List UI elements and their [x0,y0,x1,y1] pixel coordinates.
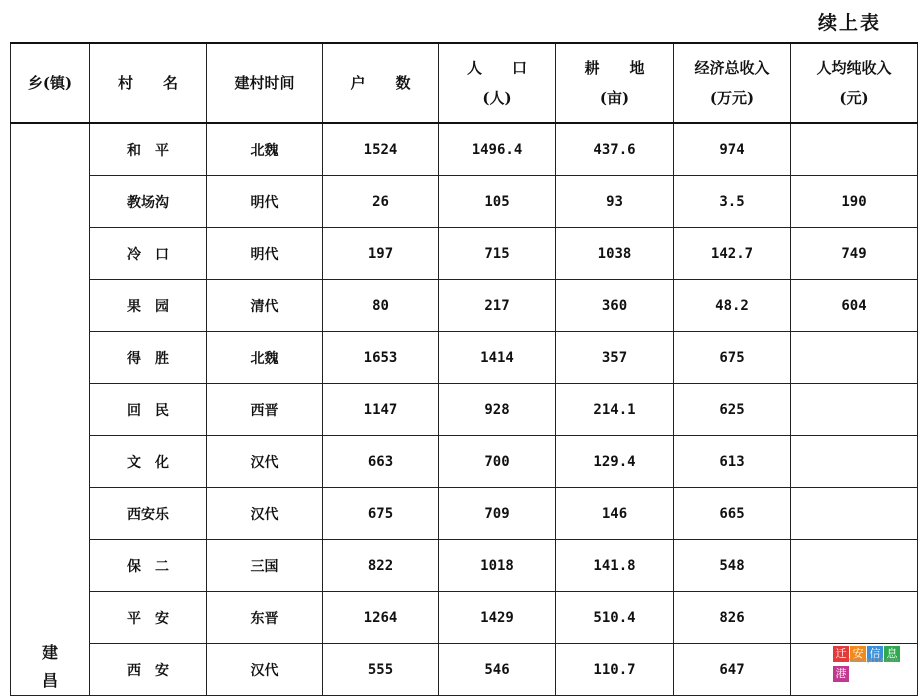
town-char: 昌 [41,671,58,690]
cell-income: 625 [674,384,791,436]
cell-income: 647 [674,644,791,696]
cell-farmland: 141.8 [556,540,674,592]
cell-households: 822 [323,540,439,592]
cell-per-capita: 604 [791,280,918,332]
town-char: 建 [41,643,58,662]
column-header-label: 村 名 [117,74,178,92]
cell-population: 928 [439,384,556,436]
cell-per-capita [791,332,918,384]
cell-per-capita [791,436,918,488]
cell-village: 西安乐 [90,488,207,540]
table-row [11,488,918,540]
column-header-unit: (人) [482,89,512,107]
cell-income: 974 [674,123,791,176]
cell-founded: 东晋 [207,592,323,644]
cell-households: 1147 [323,384,439,436]
cell-population: 715 [439,228,556,280]
column-header-unit: (万元) [709,89,755,107]
cell-income: 826 [674,592,791,644]
table-row [11,592,918,644]
cell-founded: 汉代 [207,644,323,696]
cell-households: 197 [323,228,439,280]
site-watermark [833,642,917,680]
column-header-label: 乡(镇) [27,74,73,92]
cell-farmland: 93 [556,176,674,228]
cell-households: 80 [323,280,439,332]
cell-founded: 明代 [207,228,323,280]
cell-income: 665 [674,488,791,540]
cell-population: 546 [439,644,556,696]
cell-farmland: 110.7 [556,644,674,696]
cell-population: 709 [439,488,556,540]
cell-founded: 清代 [207,280,323,332]
column-header-label: 人 口 [466,59,527,77]
cell-farmland: 1038 [556,228,674,280]
column-header [439,43,556,123]
column-header [11,43,90,123]
table-row [11,644,918,696]
cell-founded: 三国 [207,540,323,592]
column-header-label: 人均纯收入 [816,59,892,77]
cell-income: 548 [674,540,791,592]
cell-farmland: 357 [556,332,674,384]
table-caption: 续上表 [817,12,881,34]
watermark-char: 息 [884,646,900,662]
column-header [674,43,791,123]
cell-population: 1414 [439,332,556,384]
cell-farmland: 360 [556,280,674,332]
table-row [11,228,918,280]
column-header-label: 户 数 [350,74,411,92]
cell-village: 冷口 [90,228,207,280]
cell-per-capita [791,540,918,592]
table-header [11,43,918,123]
column-header [90,43,207,123]
table-row [11,332,918,384]
cell-village: 回民 [90,384,207,436]
cell-farmland: 510.4 [556,592,674,644]
cell-income: 142.7 [674,228,791,280]
cell-income: 3.5 [674,176,791,228]
cell-per-capita [791,592,918,644]
column-header-label: 耕 地 [584,59,645,77]
village-table [10,42,918,696]
cell-per-capita [791,123,918,176]
cell-village: 得胜 [90,332,207,384]
column-header [323,43,439,123]
cell-village: 和平 [90,123,207,176]
cell-farmland: 146 [556,488,674,540]
cell-per-capita: 190 [791,176,918,228]
table-row [11,123,918,176]
table-row [11,176,918,228]
cell-income: 48.2 [674,280,791,332]
cell-village: 教场沟 [90,176,207,228]
cell-per-capita [791,384,918,436]
column-header [556,43,674,123]
cell-households: 1653 [323,332,439,384]
column-header-unit: (元) [839,89,869,107]
watermark-char: 安 [850,646,866,662]
cell-village: 文化 [90,436,207,488]
cell-population: 217 [439,280,556,332]
cell-founded: 西晋 [207,384,323,436]
cell-per-capita: 749 [791,228,918,280]
cell-income: 675 [674,332,791,384]
cell-households: 675 [323,488,439,540]
watermark-char: 迁 [833,646,849,662]
cell-population: 105 [439,176,556,228]
town-cell [11,123,90,696]
table-row [11,384,918,436]
cell-households: 663 [323,436,439,488]
table-row [11,540,918,592]
cell-per-capita [791,488,918,540]
cell-village: 平安 [90,592,207,644]
cell-income: 613 [674,436,791,488]
cell-farmland: 437.6 [556,123,674,176]
cell-households: 1524 [323,123,439,176]
watermark-url: www.qa114.com [849,657,899,664]
watermark-char: 信 [867,646,883,662]
column-header-label: 建村时间 [234,74,295,92]
cell-founded: 北魏 [207,332,323,384]
column-header-unit: (亩) [599,89,630,107]
cell-population: 700 [439,436,556,488]
cell-founded: 北魏 [207,123,323,176]
cell-households: 1264 [323,592,439,644]
cell-population: 1496.4 [439,123,556,176]
cell-farmland: 214.1 [556,384,674,436]
cell-founded: 汉代 [207,436,323,488]
column-header-label: 经济总收入 [694,59,770,77]
cell-village: 果园 [90,280,207,332]
table-row [11,436,918,488]
cell-farmland: 129.4 [556,436,674,488]
cell-households: 26 [323,176,439,228]
cell-population: 1429 [439,592,556,644]
watermark-char: 港 [833,666,849,682]
cell-village: 西安 [90,644,207,696]
cell-founded: 汉代 [207,488,323,540]
cell-households: 555 [323,644,439,696]
cell-village: 保二 [90,540,207,592]
table-row [11,280,918,332]
column-header [791,43,918,123]
table-body [11,123,918,696]
column-header [207,43,323,123]
cell-population: 1018 [439,540,556,592]
cell-founded: 明代 [207,176,323,228]
